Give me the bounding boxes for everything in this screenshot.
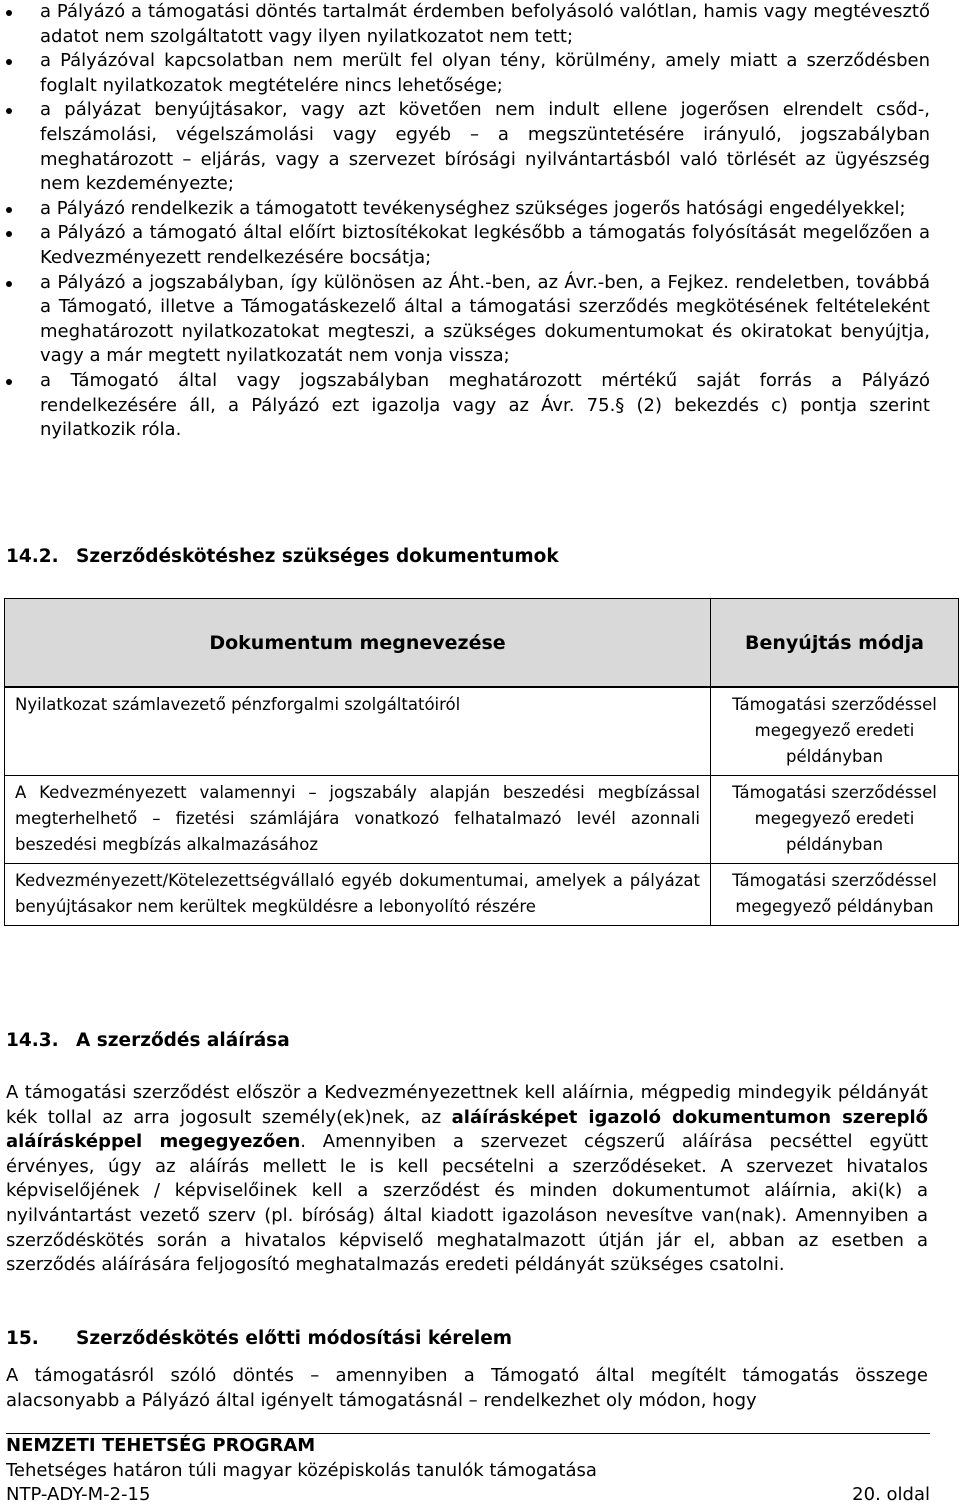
section-number: 15. bbox=[6, 1328, 39, 1349]
document-name-cell: Nyilatkozat számlavezető pénzforgalmi szolgáltatóiról bbox=[5, 687, 711, 776]
bullet-item: a Pályázó a támogatási döntés tartalmát érdemben befolyásoló valótlan, hamis vagy megtévesztő adatot nem szolgáltatott vagy ilyen nyilatkozatot nem tett; bbox=[0, 0, 960, 49]
paragraph-text: . Amennyiben a szervezet cégszerű aláírása pecséttel együtt érvényes, úgy az aláírás mellett le is kell pecsételni a szerződéseket. A szervezet hivatalos képviselőjének / képviselőinek kell a szerződést és minden dokumentumot aláírnia, aki(k) a nyilvántartást vezető szerv (pl. bíróság) által kiadott igazoláson nevesítve van(nak). Amennyiben a szerződéskötés során a hivatalos képviselő meghatalmazott útján jár el, abban az esetben a szerződés aláírására feljogosító meghatalmazás eredeti példányát szükséges csatolni. bbox=[6, 1131, 929, 1276]
section-title: A szerződés aláírása bbox=[76, 1030, 290, 1051]
table-row bbox=[5, 776, 959, 864]
submission-mode-cell: Támogatási szerződéssel megegyező eredeti példányban bbox=[711, 776, 959, 864]
section-title: Szerződéskötéshez szükséges dokumentumok bbox=[76, 546, 559, 567]
footer-bottom-row bbox=[6, 1483, 930, 1508]
bullet-item: a pályázat benyújtásakor, vagy azt követően nem indult ellene jogerősen elrendelt csőd-, felszámolási, végelszámolási vagy egyéb – a megszüntetésére irányuló, jogszabályban meghatározott – eljárás, vagy a szervezet bírósági nyilvántartásból való törlését az ügyészség nem kezdeményezte; bbox=[0, 98, 960, 196]
modification-paragraph: A támogatásról szóló döntés – amennyiben a Támogató által megítélt támogatás összege alacsonyabb a Pályázó által igényelt támogatásnál – rendelkezhet oly módon, hogy bbox=[6, 1365, 928, 1411]
documents-table bbox=[4, 598, 959, 926]
page-footer bbox=[6, 1433, 930, 1508]
paragraph-emphasis: aláírásképet igazoló dokumentumon szereplő aláírásképpel megegyezően bbox=[6, 1106, 929, 1153]
footer-document-code: NTP-ADY-M-2-15 bbox=[6, 1484, 151, 1506]
section-heading-14-3 bbox=[6, 1030, 290, 1051]
document-name-cell: Kedvezményezett/Kötelezettségvállaló egyéb dokumentumai, amelyek a pályázat benyújtásakor nem kerültek megküldésre a lebonyolító részére bbox=[5, 864, 711, 926]
column-header-submission-mode: Benyújtás módja bbox=[711, 599, 959, 688]
footer-page-number: 20. oldal bbox=[852, 1484, 930, 1506]
eligibility-bullet-list bbox=[0, 0, 960, 443]
document-name-cell: A Kedvezményezett valamennyi – jogszabály alapján beszedési megbízással megterhelhető – fizetési számlájára vonatkozó felhatalmazó levél azonnali beszedési megbízás alkalmazásához bbox=[5, 776, 711, 864]
signing-paragraph bbox=[6, 1081, 928, 1278]
submission-mode-cell: Támogatási szerződéssel megegyező eredeti példányban bbox=[711, 687, 959, 776]
section-heading-15 bbox=[6, 1328, 512, 1349]
column-header-document-name: Dokumentum megnevezése bbox=[5, 599, 711, 688]
bullet-item: a Támogató által vagy jogszabályban meghatározott mértékű saját forrás a Pályázó rendelkezésére áll, a Pályázó ezt igazolja vagy az Ávr. 75.§ (2) bekezdés c) pontja szerint nyilatkozik róla. bbox=[0, 369, 960, 443]
table-row bbox=[5, 687, 959, 776]
footer-program-name: NEMZETI TEHETSÉG PROGRAM bbox=[6, 1435, 316, 1456]
section-heading-14-2 bbox=[6, 546, 559, 567]
section-number: 14.3. bbox=[6, 1030, 59, 1051]
paragraph-text: A támogatási szerződést először a Kedvezményezettnek kell aláírnia, mégpedig mindegyik példányát kék tollal az arra jogosult személy(ek)nek, az bbox=[6, 1082, 928, 1128]
section-number: 14.2. bbox=[6, 546, 59, 567]
submission-mode-cell: Támogatási szerződéssel megegyező példányban bbox=[711, 864, 959, 926]
table-row bbox=[5, 864, 959, 926]
bullet-item: a Pályázóval kapcsolatban nem merült fel olyan tény, körülmény, amely miatt a szerződésben foglalt nyilatkozatok megtételére nincs lehetősége; bbox=[0, 49, 960, 98]
bullet-item: a Pályázó a jogszabályban, így különösen az Áht.-ben, az Ávr.-ben, a Fejkez. rendeletben, továbbá a Támogató, illetve a Támogatáskezelő által a támogatási szerződés megkötésének feltételeként meghatározott nyilatkozatokat megteszi, a szükséges dokumentumokat és okiratokat benyújtja, vagy a már megtett nyilatkozatát nem vonja vissza; bbox=[0, 271, 960, 369]
footer-subtitle: Tehetséges határon túli magyar középiskolás tanulók támogatása bbox=[6, 1459, 597, 1481]
bullet-item: a Pályázó rendelkezik a támogatott tevékenységhez szükséges jogerős hatósági engedélyekkel; bbox=[0, 197, 960, 222]
section-title: Szerződéskötés előtti módosítási kérelem bbox=[76, 1328, 513, 1349]
table-header-row bbox=[5, 599, 959, 688]
bullet-item: a Pályázó a támogató által előírt biztosítékokat legkésőbb a támogatás folyósítását megelőzően a Kedvezményezett rendelkezésére bocsátja; bbox=[0, 221, 960, 270]
